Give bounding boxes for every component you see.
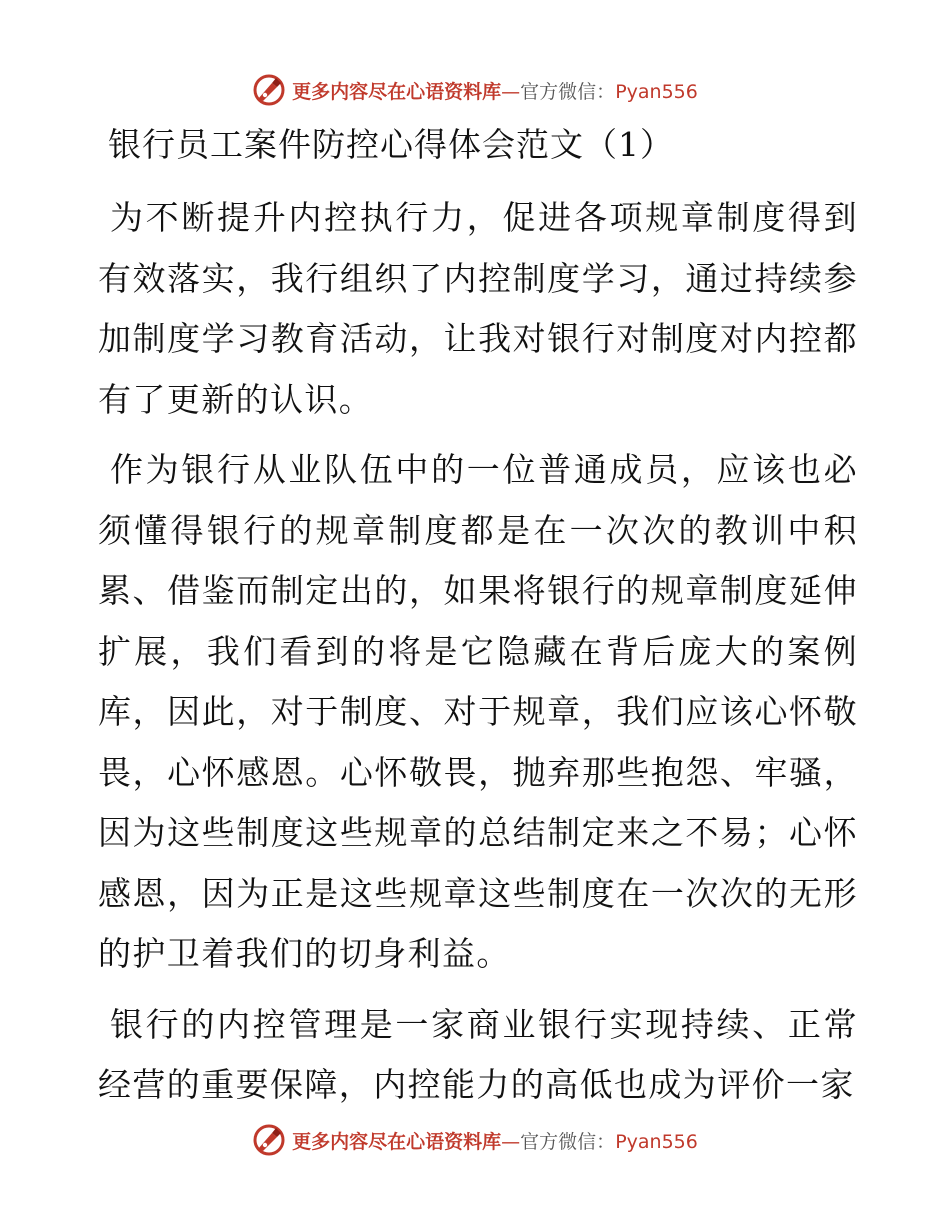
- footer-wechat-id: Pyan556: [615, 1130, 698, 1153]
- footer-wechat-label: 官方微信：: [520, 1130, 616, 1153]
- red-pen-nib-logo-icon: [252, 1123, 286, 1157]
- header-dash: —: [501, 80, 521, 103]
- document-body: [98, 188, 858, 1126]
- paragraph-1: 为不断提升内控执行力，促进各项规章制度得到有效落实，我行组织了内控制度学习，通过持续参加制度学习教育活动，让我对银行对制度对内控都有了更新的认识。: [98, 198, 858, 419]
- header-wechat-id: Pyan556: [615, 80, 698, 103]
- header-banner-text: [292, 77, 698, 104]
- red-pen-nib-logo-icon: [252, 73, 286, 107]
- footer-banner: [0, 1120, 950, 1160]
- footer-banner-text: [292, 1127, 698, 1154]
- header-banner: [0, 70, 950, 110]
- paragraph-2: 作为银行从业队伍中的一位普通成员，应该也必须懂得银行的规章制度都是在一次次的教训中积累、借鉴而制定出的，如果将银行的规章制度延伸扩展，我们看到的将是它隐藏在背后庞大的案例库，因此，对于制度、对于规章，我们应该心怀敬畏，心怀感恩。心怀敬畏，抛弃那些抱怨、牢骚，因为这些制度这些规章的总结制定来之不易；心怀感恩，因为正是这些规章这些制度在一次次的无形的护卫着我们的切身利益。: [98, 450, 858, 973]
- footer-dash: —: [501, 1130, 521, 1153]
- header-promo-text: 更多内容尽在心语资料库: [292, 80, 502, 103]
- footer-promo-text: 更多内容尽在心语资料库: [292, 1130, 502, 1153]
- paragraph-3: 银行的内控管理是一家商业银行实现持续、正常经营的重要保障，内控能力的高低也成为评价一家: [98, 1004, 858, 1104]
- header-wechat-label: 官方微信：: [520, 80, 616, 103]
- document-title: 银行员工案件防控心得体会范文（1）: [108, 125, 674, 164]
